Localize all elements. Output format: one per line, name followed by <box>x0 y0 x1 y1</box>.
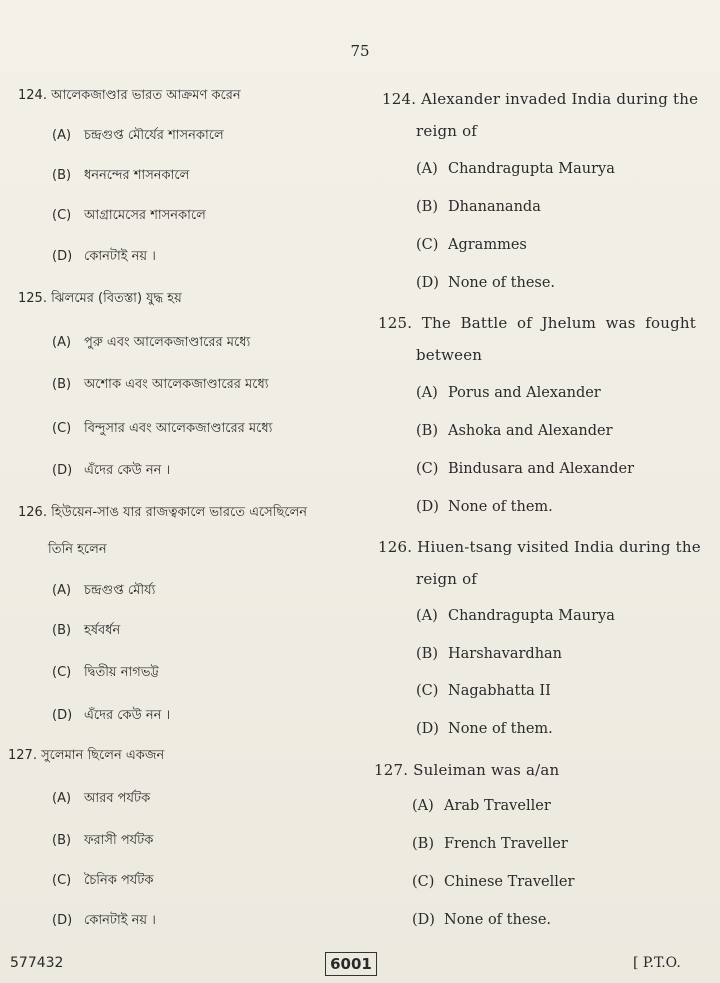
option-text: Bindusara and Alexander <box>448 461 635 477</box>
option-text: আরব পর্যটক <box>84 791 151 806</box>
bengali-q124-option-d <box>52 247 156 268</box>
option-text: Chandragupta Maurya <box>448 161 615 177</box>
option-text: Ashoka and Alexander <box>448 423 613 439</box>
bengali-q125-option-c <box>52 419 272 440</box>
bengali-q127-option-a <box>52 789 150 810</box>
bengali-question-124: 124. আলেকজাণ্ডার ভারত আক্রমণ করেন <box>18 88 241 103</box>
option-label: (D) <box>52 913 73 928</box>
option-label: (A) <box>416 385 438 401</box>
footer-left-code: 577432 <box>10 955 64 971</box>
option-label: (C) <box>52 665 72 680</box>
english-q125-option-c <box>416 461 634 477</box>
option-text: কোনটাই নয় । <box>84 913 156 928</box>
bengali-q124-option-c <box>52 206 206 227</box>
option-label: (A) <box>52 335 72 350</box>
english-q124-option-c <box>416 237 527 253</box>
option-label: (C) <box>52 873 72 888</box>
english-q126-option-a <box>416 608 615 624</box>
bengali-q126-option-b <box>52 621 120 642</box>
english-q127-option-d <box>412 912 551 928</box>
option-text: কোনটাই নয় । <box>84 249 156 264</box>
bengali-question-126-cont: তিনি হলেন <box>48 542 107 557</box>
option-label: (D) <box>416 275 439 291</box>
option-label: (B) <box>416 646 438 662</box>
option-text: Chinese Traveller <box>444 874 575 890</box>
option-text: ফরাসী পর্যটক <box>84 833 154 848</box>
english-q127-option-a <box>412 798 551 814</box>
option-label: (A) <box>52 583 72 598</box>
english-question-126-cont: reign of <box>416 570 478 588</box>
option-text: চন্দ্রগুপ্ত মৌর্য্য <box>84 583 156 598</box>
option-text: আগ্রামেসের শাসনকালে <box>84 208 206 223</box>
bengali-q127-option-c <box>52 871 153 892</box>
option-text: French Traveller <box>444 836 568 852</box>
option-label: (D) <box>52 708 73 723</box>
option-text: এঁদের কেউ নন । <box>84 708 171 723</box>
bengali-q126-option-c <box>52 663 159 684</box>
option-text: Agrammes <box>448 237 527 253</box>
english-q124-option-d <box>416 275 555 291</box>
option-label: (D) <box>412 912 435 928</box>
bengali-question-125: 125. ঝিলমের (বিতস্তা) যুদ্ধ হয় <box>18 291 182 306</box>
english-q125-option-d <box>416 499 553 515</box>
option-text: হর্ষবর্ধন <box>84 623 121 638</box>
option-label: (C) <box>52 208 72 223</box>
option-text: Dhanananda <box>448 199 541 215</box>
option-label: (C) <box>416 461 439 477</box>
bengali-q124-option-a <box>52 126 224 147</box>
bengali-q127-option-b <box>52 831 153 852</box>
bengali-q125-option-a <box>52 333 250 354</box>
option-label: (A) <box>52 128 72 143</box>
option-label: (A) <box>416 608 438 624</box>
english-q126-option-b <box>416 646 562 662</box>
english-q127-option-c <box>412 874 574 890</box>
option-text: Chandragupta Maurya <box>448 608 615 624</box>
option-text: Nagabhatta II <box>448 683 551 699</box>
option-text: None of these. <box>448 275 556 291</box>
option-label: (D) <box>52 249 73 264</box>
option-text: বিন্দুসার এবং আলেকজাণ্ডারের মধ্যে <box>84 421 273 436</box>
bengali-question-126: 126. হিউয়েন-সাঙ যার রাজত্বকালে ভারতে এসেছিলেন <box>18 505 308 520</box>
option-text: চৈনিক পর্যটক <box>84 873 154 888</box>
english-q125-option-b <box>416 423 613 439</box>
english-question-125: 125. The Battle of Jhelum was fought <box>378 314 696 332</box>
option-label: (B) <box>416 199 438 215</box>
bengali-q126-option-d <box>52 706 170 727</box>
english-q124-option-b <box>416 199 541 215</box>
english-question-124-cont: reign of <box>416 122 478 140</box>
english-q125-option-a <box>416 385 601 401</box>
option-text: চন্দ্রগুপ্ত মৌর্যের শাসনকালে <box>84 128 224 143</box>
option-text: None of them. <box>448 721 553 737</box>
option-label: (C) <box>412 874 435 890</box>
english-q126-option-c <box>416 683 551 699</box>
bengali-q125-option-b <box>52 375 269 396</box>
option-text: এঁদের কেউ নন । <box>84 463 171 478</box>
option-label: (C) <box>416 683 439 699</box>
option-text: None of these. <box>444 912 552 928</box>
bengali-q124-option-b <box>52 166 189 187</box>
footer-center-code-box: 6001 <box>325 952 377 976</box>
option-label: (D) <box>416 721 439 737</box>
option-label: (B) <box>416 423 438 439</box>
english-question-124: 124. Alexander invaded India during the <box>382 90 699 108</box>
option-label: (B) <box>52 377 72 392</box>
option-label: (A) <box>416 161 438 177</box>
english-question-125-cont: between <box>416 346 483 364</box>
option-label: (D) <box>52 463 73 478</box>
page-number: 75 <box>350 42 370 60</box>
bengali-q125-option-d <box>52 461 170 482</box>
option-text: দ্বিতীয় নাগভট্ট <box>84 665 159 680</box>
option-label: (D) <box>416 499 439 515</box>
option-text: ধননন্দের শাসনকালে <box>84 168 190 183</box>
option-label: (C) <box>416 237 439 253</box>
english-q124-option-a <box>416 161 615 177</box>
english-question-127: 127. Suleiman was a/an <box>374 761 560 779</box>
english-question-126: 126. Hiuen-tsang visited India during the <box>378 538 701 556</box>
option-label: (B) <box>52 623 72 638</box>
option-text: Harshavardhan <box>448 646 563 662</box>
english-q127-option-b <box>412 836 568 852</box>
bengali-q127-option-d <box>52 911 156 932</box>
bengali-question-127: 127. সুলেমান ছিলেন একজন <box>8 748 165 763</box>
option-text: Arab Traveller <box>444 798 551 814</box>
option-text: পুরু এবং আলেকজাণ্ডারের মধ্যে <box>84 335 251 350</box>
option-text: অশোক এবং আলেকজাণ্ডারের মধ্যে <box>84 377 269 392</box>
option-label: (C) <box>52 421 72 436</box>
english-q126-option-d <box>416 721 553 737</box>
option-label: (A) <box>412 798 434 814</box>
option-text: None of them. <box>448 499 553 515</box>
option-label: (B) <box>412 836 434 852</box>
bengali-q126-option-a <box>52 581 155 602</box>
option-label: (B) <box>52 168 72 183</box>
footer-pto: [ P.T.O. <box>633 955 681 971</box>
option-label: (B) <box>52 833 72 848</box>
option-text: Porus and Alexander <box>448 385 601 401</box>
option-label: (A) <box>52 791 72 806</box>
